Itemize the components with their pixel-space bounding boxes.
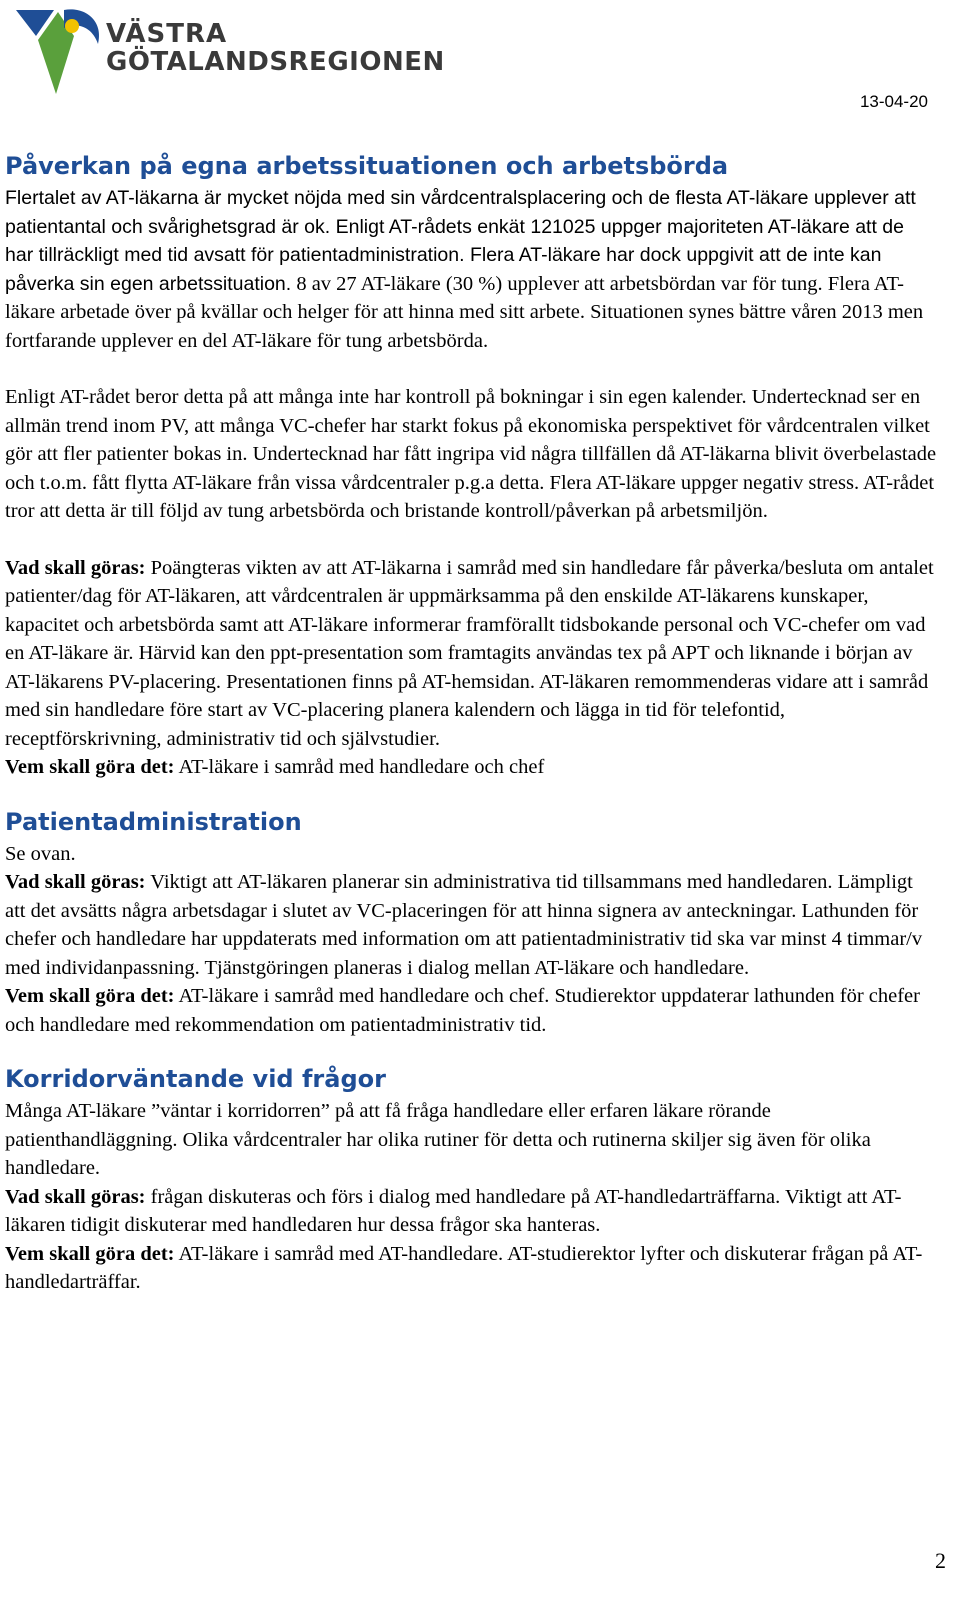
who-label: Vem skall göra det: bbox=[5, 756, 175, 778]
who-text: AT-läkare i samråd med handledare och chef bbox=[174, 756, 545, 778]
vgr-logo-icon bbox=[14, 6, 104, 96]
logo-line-2: GÖTALANDSREGIONEN bbox=[106, 47, 445, 77]
who-text: AT-läkare i samråd med handledare och chef. Studierektor uppdaterar lathunden för chefer och handledare med rekommendation om patientadministrativ tid. bbox=[5, 985, 920, 1036]
intro-serif-text: 8 av 27 AT-läkare (30 %) upplever att arbetsbördan var för tung. Flera AT-läkare arbetade över på kvällar och helger för att hinna med sitt arbete. Situationen synes bättre våren 2013 men fortfarande upplever en del AT-läkare för tung arbetsbörda. bbox=[5, 272, 924, 352]
section-heading-workload: Påverkan på egna arbetssituationen och arbetsbörda bbox=[5, 152, 729, 180]
who-label: Vem skall göra det: bbox=[5, 1242, 175, 1265]
what-text: Poängteras vikten av att AT-läkarna i samråd med sin handledare får påverka/besluta om antalet patienter/dag för AT-läkaren, att vårdcentralen är uppmärksamma på den enskilde AT-läkarens kunskaper, kapacitet och arbetsbörda samt att AT-läkare informerar framförallt tidsbokande personal och VC-chefer om vad en AT-läkare är. Härvid kan den ppt-presentation som framtagits användas tex på APT och liknande i början av AT-läkarens PV-placering. Presentationen finns på AT-hemsidan. AT-läkaren remommenderas vidare att i samråd med sin handledare före start av VC-placering planera kalendern och lägga in tid för telefontid, receptförskrivning, administrativ tid och självstudier. bbox=[5, 556, 934, 750]
paragraph-corridor bbox=[5, 1097, 937, 1297]
patient-admin-intro: Se ovan. bbox=[5, 842, 76, 865]
paragraph-workload-actions bbox=[5, 554, 937, 782]
logo-line-1: VÄSTRA bbox=[106, 19, 228, 49]
page-number: 2 bbox=[935, 1548, 946, 1573]
logo-wordmark bbox=[106, 20, 445, 76]
what-label: Vad skall göras: bbox=[5, 1185, 146, 1208]
who-label: Vem skall göra det: bbox=[5, 985, 175, 1007]
corridor-intro: Många AT-läkare ”väntar i korridorren” på att få fråga handledare eller erfaren läkare rörande patienthandläggning. Olika vårdcentraler har olika rutiner för detta och rutinerna skiljer sig även för olika handledare. bbox=[5, 1100, 871, 1179]
paragraph-workload-detail: Enligt AT-rådet beror detta på att många inte har kontroll på bokningar i sin egen kalender. Undertecknad ser en allmän trend inom PV, att många VC-chefer har starkt fokus på ekonomiska perspektivet för vårdcentralen vilket gör att fler patienter bokas in. Undertecknad har fått ingripa vid några tillfällen då AT-läkarna blivit överbelastade och t.o.m. fått flytta AT-läkare från vissa vårdcentraler p.g.a detta. Flera AT-läkare uppger negativ stress. AT-rådet tror att detta är till följd av tung arbetsbörda och bristande kontroll/påverkan på arbetsmiljön. bbox=[5, 386, 937, 522]
document-date: 13-04-20 bbox=[859, 92, 928, 111]
paragraph-patient-admin bbox=[5, 840, 937, 1040]
what-text: Viktigt att AT-läkaren planerar sin administrativa tid tillsammans med handledaren. Lämpligt att det avsätts några arbetsdagar i slutet av VC-placeringen för att hinna signera av anteckningar. Lathunden för chefer och handledare har uppdaterats med information om att patientadministrativ tid ska var minst 4 timmar/v med individanpassning. Tjänstgöringen planeras i dialog mellan AT-läkare och handledare. bbox=[5, 871, 923, 979]
who-text: AT-läkare i samråd med AT-handledare. AT-studierektor lyfter och diskuterar frågan på AT-handledarträffar. bbox=[5, 1242, 923, 1293]
intro-sans-text: Flertalet av AT-läkarna är mycket nöjda med sin vårdcentralsplacering och de flesta AT-läkare upplever att patientantal och svårighetsgrad är ok. Enligt AT-rådets enkät 121025 uppger majoriteten AT-läkare att de har tillräckligt med tid avsatt för patientadministration. Flera AT-läkare har dock uppgivit att de inte kan påverka sin egen arbetssituation. bbox=[5, 187, 916, 295]
what-label: Vad skall göras: bbox=[5, 556, 146, 579]
section-heading-patient-admin: Patientadministration bbox=[5, 807, 302, 836]
what-label: Vad skall göras: bbox=[5, 871, 146, 893]
paragraph-workload-intro bbox=[5, 184, 937, 355]
section-heading-corridor: Korridorväntande vid frågor bbox=[5, 1065, 386, 1093]
document-body bbox=[5, 148, 937, 1297]
what-text: frågan diskuteras och förs i dialog med handledare på AT-handledarträffarna. Viktigt att AT-läkaren tidigit diskuterar med handledaren hur dessa frågor ska hanteras. bbox=[5, 1185, 902, 1236]
document-header bbox=[0, 0, 960, 110]
